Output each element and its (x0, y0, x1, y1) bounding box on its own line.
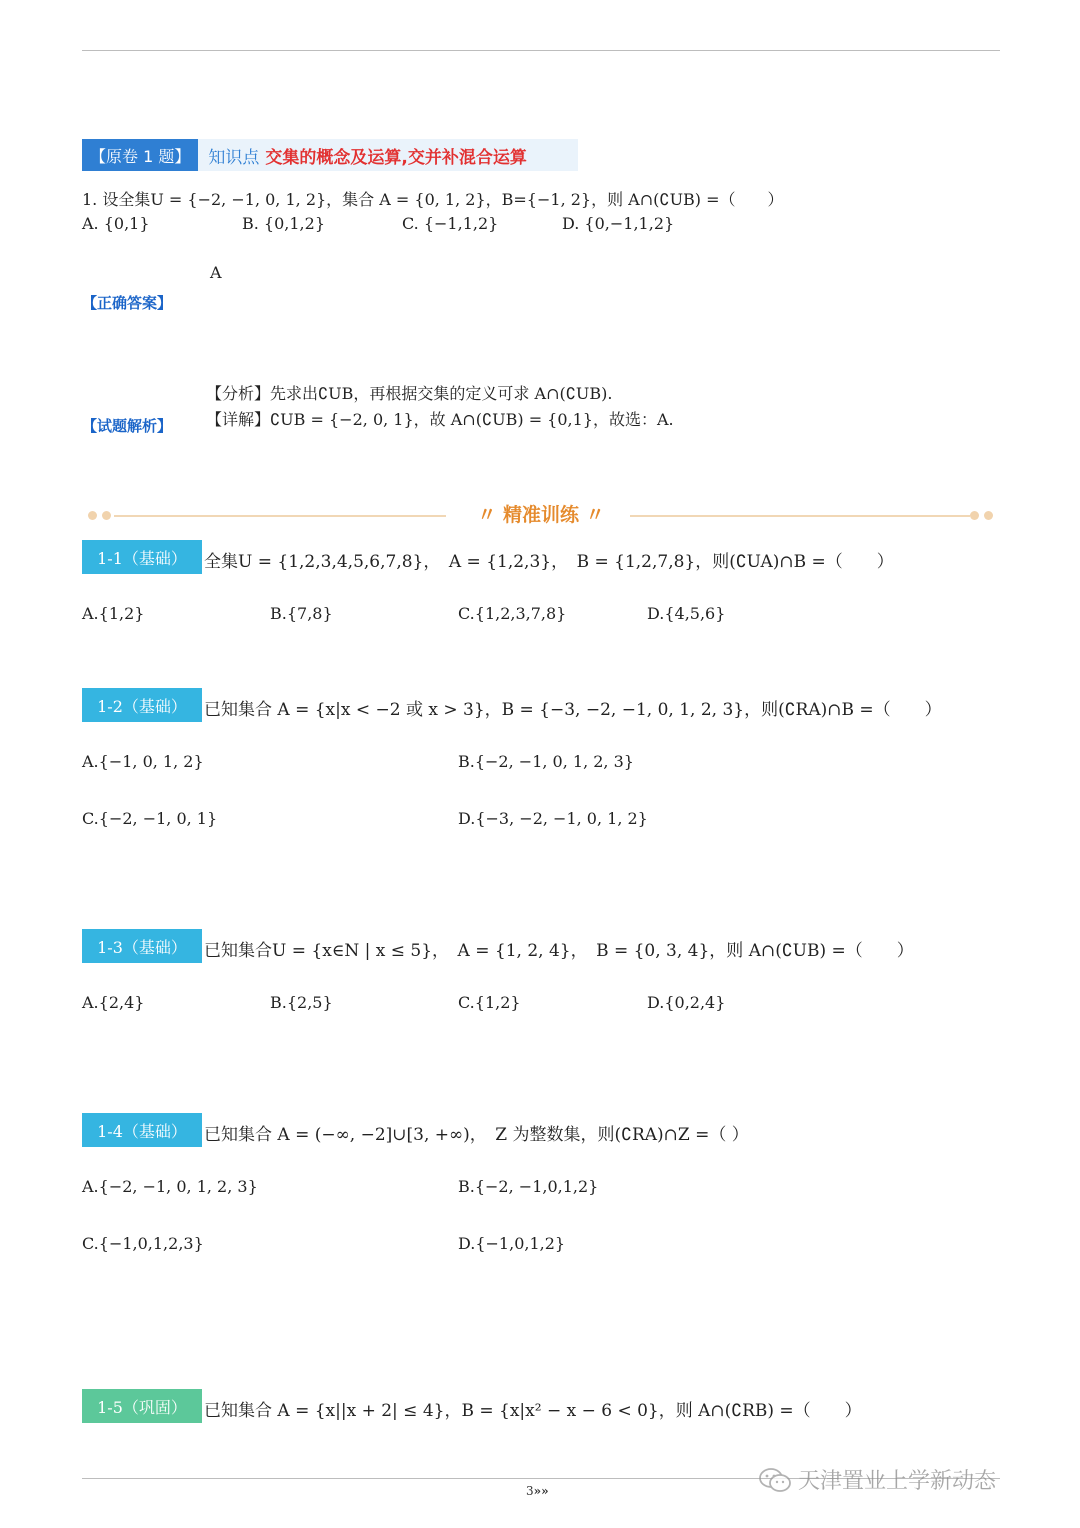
page-number: 3 (526, 1484, 534, 1498)
option-a: A.{2,4} (82, 993, 145, 1012)
page-arrow-icon: »» (533, 1484, 549, 1498)
banner-dot-right (984, 511, 993, 520)
original-option-d: D. {0,−1,1,2} (562, 214, 675, 233)
option-d: D.{−3, −2, −1, 0, 1, 2} (458, 809, 648, 828)
option-c: C.{1,2} (458, 993, 521, 1012)
question-tag: 1-2（基础） (82, 688, 202, 722)
banner-line-right (630, 515, 970, 517)
question-stem: 已知集合 A = {x||x + 2| ≤ 4}，B = {x|x² − x − 6 < 0}，则 A∩(∁RB) =（ ） (204, 1401, 862, 1421)
training-title-group (82, 500, 1000, 527)
question-stem: 已知集合 A = (−∞, −2]∪[3, +∞)， Z 为整数集，则(∁RA)∩Z =（ ） (204, 1125, 749, 1145)
original-question-text: 1. 设全集U = {−2, −1, 0, 1, 2}，集合 A = {0, 1, 2}，B={−1, 2}，则 A∩(∁UB) =（ ） (82, 190, 784, 209)
answer-label: 【正确答案】 (82, 294, 173, 312)
option-b: B.{−2, −1,0,1,2} (458, 1177, 599, 1196)
option-d: D.{0,2,4} (647, 993, 726, 1012)
banner-deco-left-icon: 〃 (477, 504, 497, 526)
option-c: C.{−2, −1, 0, 1} (82, 809, 218, 828)
watermark (758, 1464, 996, 1495)
option-d: D.{4,5,6} (647, 604, 726, 623)
analysis-text: 【分析】先求出∁UB，再根据交集的定义可求 A∩(∁UB). (206, 384, 613, 403)
option-a: A.{−1, 0, 1, 2} (82, 752, 204, 771)
question-tag: 1-5（巩固） (82, 1389, 202, 1423)
page-number-group (526, 1484, 549, 1498)
analysis-label: 【试题解析】 (82, 417, 173, 435)
detail-text: 【详解】∁UB = {−2, 0, 1}，故 A∩(∁UB) = {0,1}，故选：A. (206, 410, 674, 429)
option-c: C.{1,2,3,7,8} (458, 604, 567, 623)
knowledge-point-label: 知识点 (208, 147, 260, 168)
option-b: B.{−2, −1, 0, 1, 2, 3} (458, 752, 634, 771)
original-badge: 【原卷 1 题】 (82, 139, 198, 171)
question-stem: 已知集合 A = {x|x < −2 或 x > 3}，B = {−3, −2, −1, 0, 1, 2, 3}，则(∁RA)∩B =（ ） (204, 700, 942, 720)
option-a: A.{−2, −1, 0, 1, 2, 3} (82, 1177, 258, 1196)
watermark-text: 天津置业上学新动态 (798, 1469, 997, 1494)
banner-dot-right (970, 511, 979, 520)
knowledge-point-topic: 交集的概念及运算,交并补混合运算 (265, 147, 527, 168)
option-c: C.{−1,0,1,2,3} (82, 1234, 204, 1253)
question-stem: 全集U = {1,2,3,4,5,6,7,8}， A = {1,2,3}， B = {1,2,7,8}，则(∁UA)∩B =（ ） (204, 552, 894, 572)
option-b: B.{2,5} (270, 993, 333, 1012)
answer-value: A (210, 263, 222, 282)
original-option-c: C. {−1,1,2} (402, 214, 499, 233)
training-title: 精准训练 (502, 504, 579, 526)
option-d: D.{−1,0,1,2} (458, 1234, 566, 1253)
original-option-a: A. {0,1} (82, 214, 150, 233)
question-tag: 1-3（基础） (82, 929, 202, 963)
header-rule (82, 50, 1000, 51)
banner-deco-right-icon: 〃 (585, 504, 605, 526)
question-tag: 1-1（基础） (82, 540, 202, 574)
original-option-b: B. {0,1,2} (242, 214, 325, 233)
option-a: A.{1,2} (82, 604, 145, 623)
question-stem: 已知集合U = {x∈N | x ≤ 5}， A = {1, 2, 4}， B = {0, 3, 4}，则 A∩(∁UB) =（ ） (204, 941, 914, 961)
wechat-icon (758, 1467, 792, 1493)
training-section-banner (82, 500, 1000, 530)
option-b: B.{7,8} (270, 604, 333, 623)
question-tag: 1-4（基础） (82, 1113, 202, 1147)
original-question-header (82, 139, 578, 171)
